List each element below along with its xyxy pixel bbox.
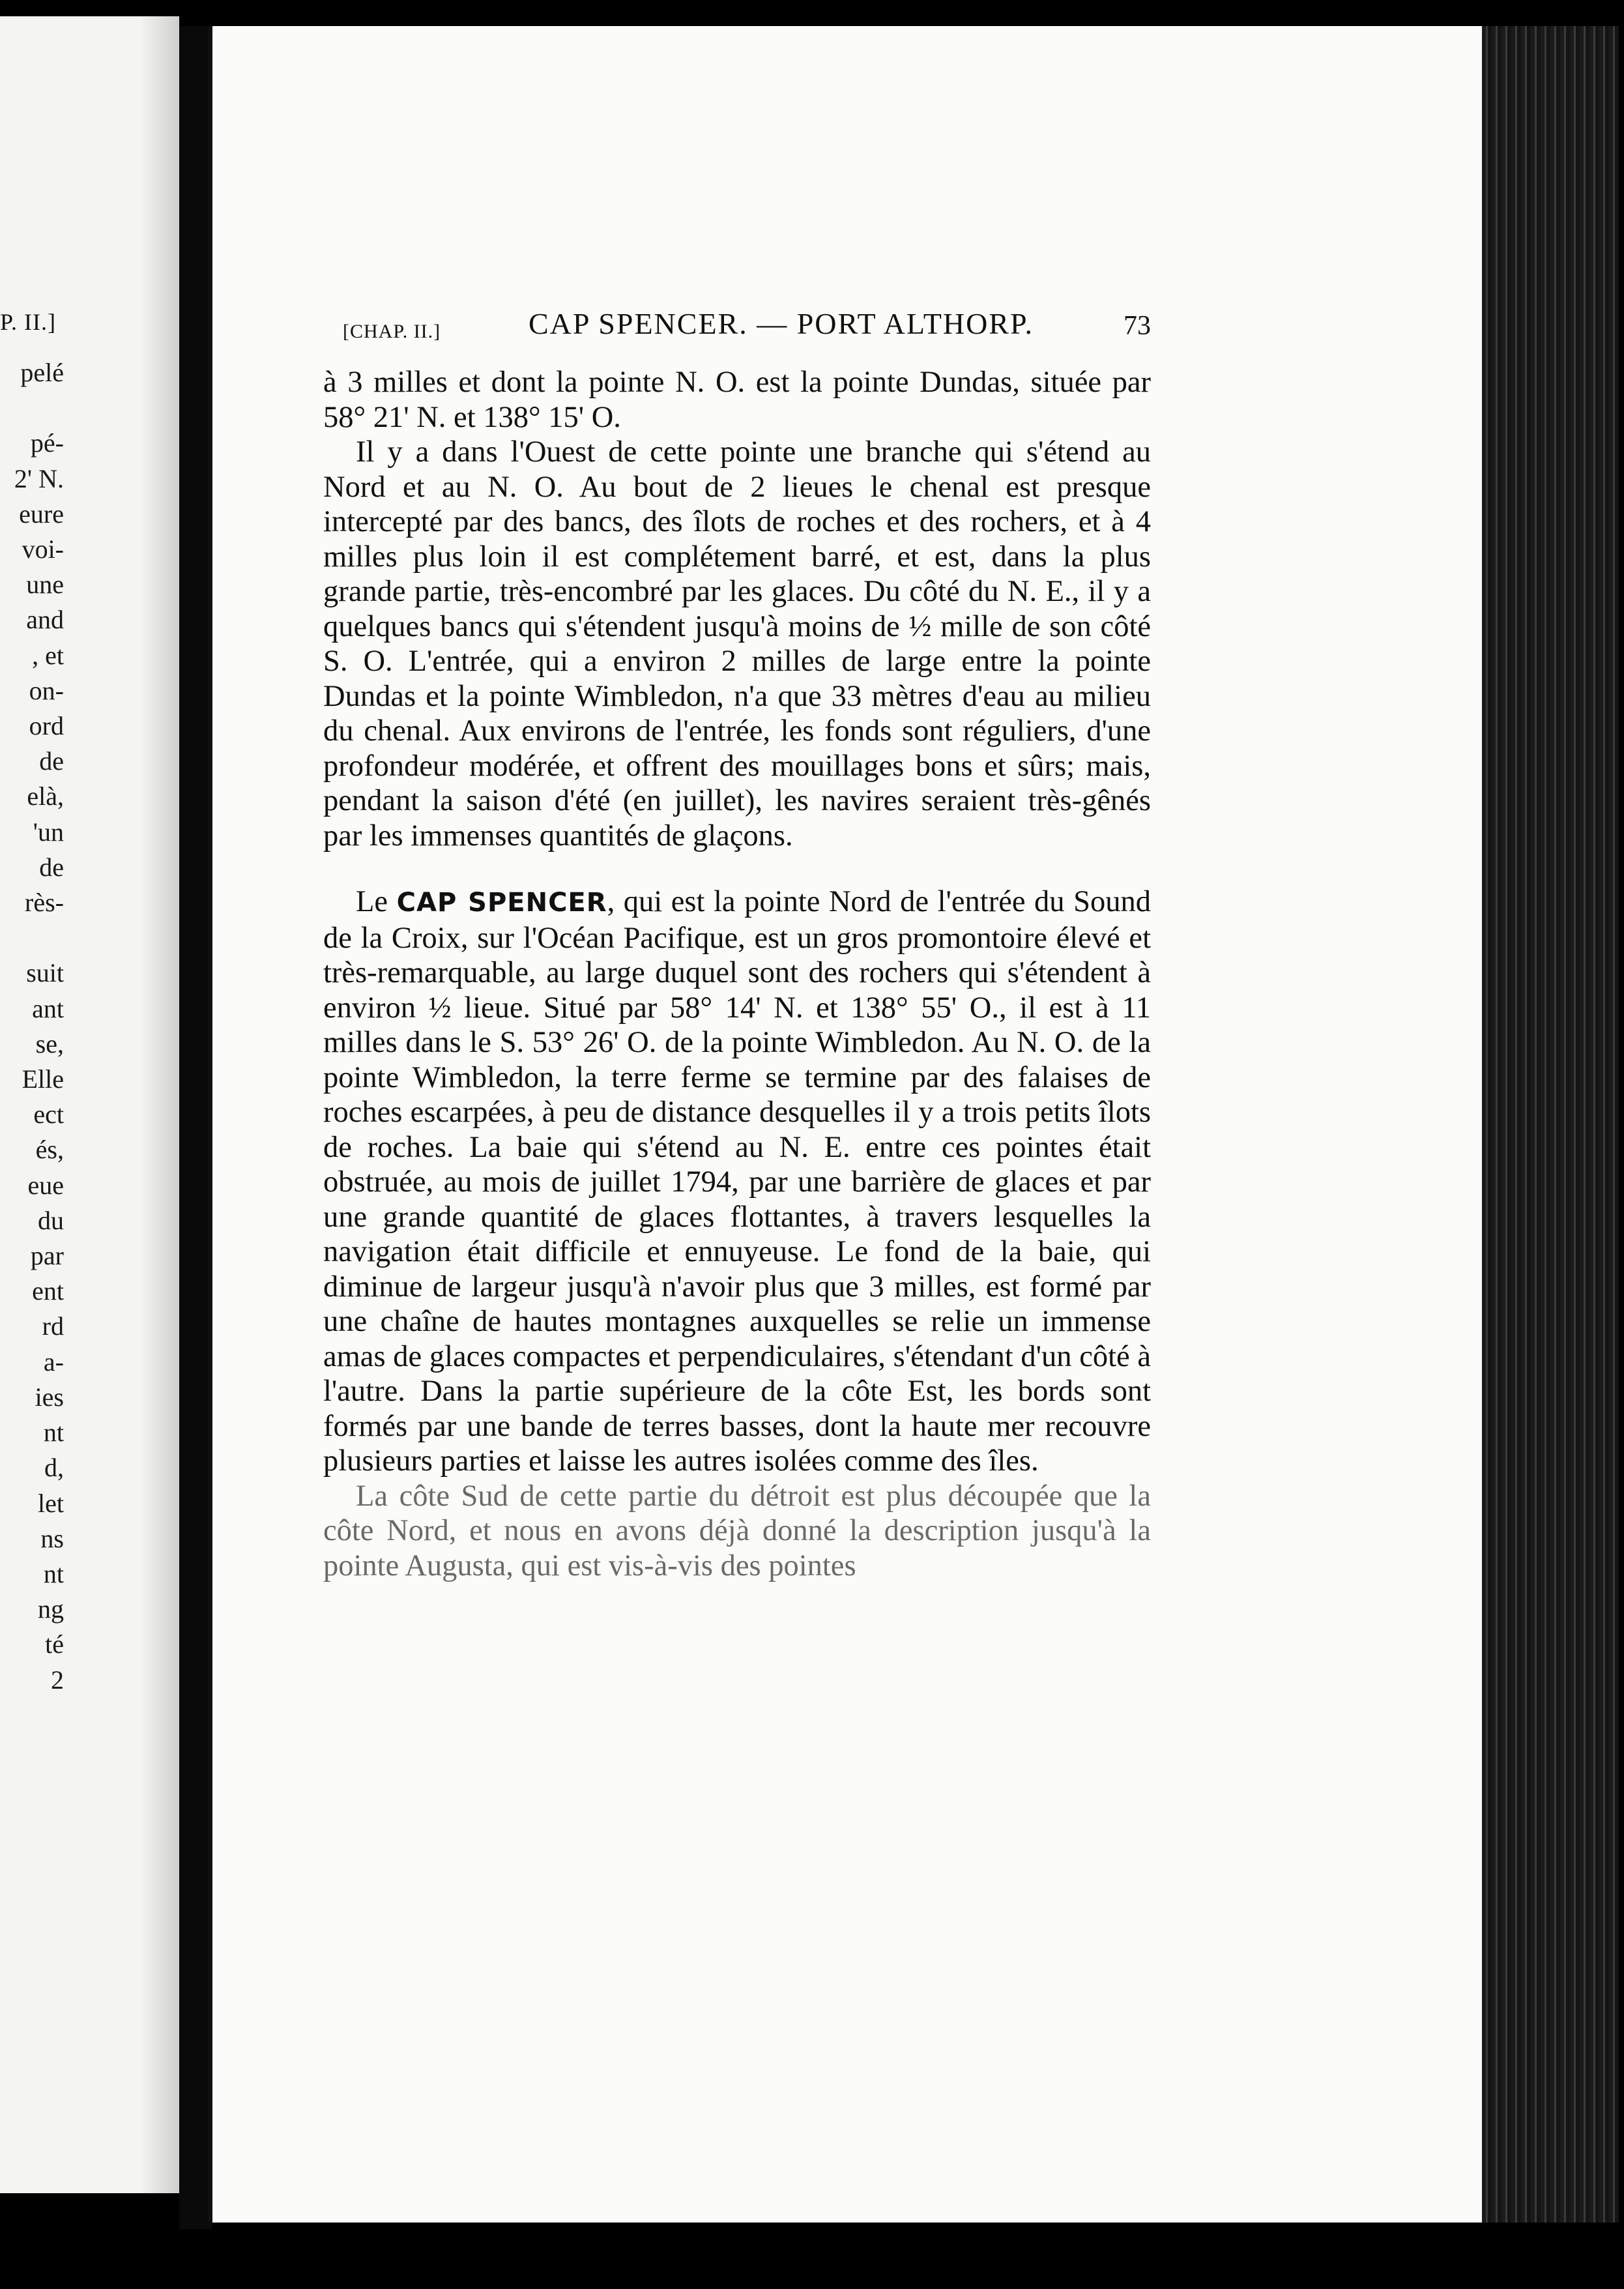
left-page-line-fragment: rès- <box>25 888 64 918</box>
left-page-line-fragment: se, <box>35 1028 64 1058</box>
left-page-line-fragment: and <box>26 605 64 635</box>
left-page-line-fragment: Elle <box>22 1064 64 1094</box>
left-page-line-fragment <box>0 390 64 426</box>
page-number: 73 <box>1124 311 1151 341</box>
left-page-line-fragment: d, <box>44 1453 64 1483</box>
left-page-line-fragment <box>0 920 64 955</box>
left-page-line-fragment: a- <box>43 1347 64 1377</box>
left-page-line-fragment: on- <box>29 675 64 705</box>
left-page-line-fragment: ent <box>32 1276 64 1306</box>
left-page-line-fragment: eue <box>27 1170 64 1200</box>
right-page <box>209 26 1482 2223</box>
left-page-line-fragment: suit <box>26 958 64 988</box>
left-page <box>0 16 179 2193</box>
paragraph-cap-spencer-text: , qui est la pointe Nord de l'entrée du Sound de la Croix, sur l'Océan Pacifique, est un gros promontoire élevé et très-remarquable, au large duquel sont des rochers qui s'étendent à environ ½ lieue. Situé par 58° 14' N. et 138° 55' O., il est à 11 milles dans le S. 53° 26' O. de la pointe Wimbledon. Au N. O. de la pointe Wimbledon, la terre ferme se termine par des falaises de roches escarpées, à peu de distance desquelles il y a trois petits îlots de roches. La baie qui s'étend au N. E. entre ces pointes était obstruée, au mois de juillet 1794, par une barrière de glaces et par une grande quantité de glaces flottantes, à travers lesquelles la navigation était difficile et ennuyeuse. Le fond de la baie, qui diminue de largeur jusqu'à n'avoir plus que 3 milles, est formé par une chaîne de hautes montagnes auxquelles se relie un immense amas de glaces compactes et perpendiculaires, s'étendant d'un côté à l'autre. Dans la partie supérieure de la côte Est, les bords sont formés par une bande de terres basses, dont la haute mer recouvre plusieurs parties et laisse les autres isolées comme des îles. <box>323 885 1151 1478</box>
left-page-line-fragment: ect <box>33 1100 64 1130</box>
left-page-line-fragment: té <box>45 1629 64 1659</box>
left-page-line-fragment: ns <box>40 1523 64 1553</box>
paragraph-cap-spencer <box>323 884 1151 1479</box>
left-page-text-fragments <box>0 355 64 1698</box>
paragraph-south-coast: La côte Sud de cette partie du détroit est plus découpée que la côte Nord, et nous en avons déjà donné la description jusqu'à la pointe Augusta, qui est vis-à-vis des pointes <box>323 1479 1151 1582</box>
paragraph-branch: Il y a dans l'Ouest de cette pointe une branche qui s'étend au Nord et au N. O. Au bout de 2 lieues le chenal est presque intercepté par des bancs, des îlots de roches et des rochers, et à 4 milles plus loin il est complétement barré, et est, dans la plus grande partie, très-encombré par les glaces. Du côté du N. E., il y a quelques bancs qui s'étendent jusqu'à moins de ½ mille de son côté S. O. L'entrée, qui a environ 2 milles de large entre la pointe Dundas et la pointe Wimbledon, n'a que 33 mètres d'eau au milieu du chenal. Aux environs de l'entrée, les fonds sont réguliers, d'une profondeur modérée, et offrent des mouillages bons et sûrs; mais, pendant la saison d'été (en juillet), les navires seraient très-gênés par les immenses quantités de glaçons. <box>323 435 1151 853</box>
left-page-line-fragment: és, <box>35 1135 64 1165</box>
left-page-line-fragment: , et <box>32 640 64 670</box>
left-page-gutter-shadow <box>140 16 179 2193</box>
paragraph-lead: Le <box>356 885 397 918</box>
left-page-line-fragment: eure <box>19 499 64 529</box>
left-page-line-fragment: ng <box>38 1594 64 1624</box>
left-page-line-fragment: ord <box>29 711 64 741</box>
left-page-line-fragment: ies <box>35 1382 64 1412</box>
left-page-line-fragment: 'un <box>33 817 64 847</box>
running-title: CAP SPENCER. — PORT ALTHORP. <box>529 307 1034 340</box>
left-page-line-fragment: nt <box>43 1558 64 1588</box>
left-page-line-fragment: ant <box>32 993 64 1023</box>
left-page-line-fragment: une <box>26 570 64 600</box>
left-page-line-fragment: rd <box>42 1311 64 1341</box>
left-page-line-fragment: nt <box>43 1418 64 1448</box>
running-header <box>343 306 1151 345</box>
left-page-line-fragment: de <box>39 852 64 882</box>
left-page-line-fragment: pelé <box>20 358 64 387</box>
paragraph-continuation: à 3 milles et dont la pointe N. O. est la pointe Dundas, située par 58° 21' N. et 138° 15' O. <box>323 366 1151 434</box>
left-page-header-fragment: P. II.] <box>0 309 56 335</box>
left-page-line-fragment: let <box>38 1488 64 1518</box>
left-page-line-fragment: voi- <box>22 534 64 564</box>
left-page-line-fragment: de <box>39 746 64 776</box>
left-page-line-fragment: par <box>30 1241 64 1271</box>
left-page-line-fragment: pé- <box>30 428 64 458</box>
left-page-line-fragment: 2' N. <box>14 463 64 493</box>
body-text <box>323 365 1151 1583</box>
page-stack-edge <box>1482 26 1619 2223</box>
book-spine <box>179 26 212 2229</box>
left-page-line-fragment: elà, <box>27 781 64 811</box>
left-page-line-fragment: 2 <box>51 1665 64 1695</box>
left-page-line-fragment: du <box>38 1205 64 1235</box>
chapter-label: [CHAP. II.] <box>343 321 441 342</box>
cap-spencer-heading: CAP SPENCER <box>396 888 607 918</box>
